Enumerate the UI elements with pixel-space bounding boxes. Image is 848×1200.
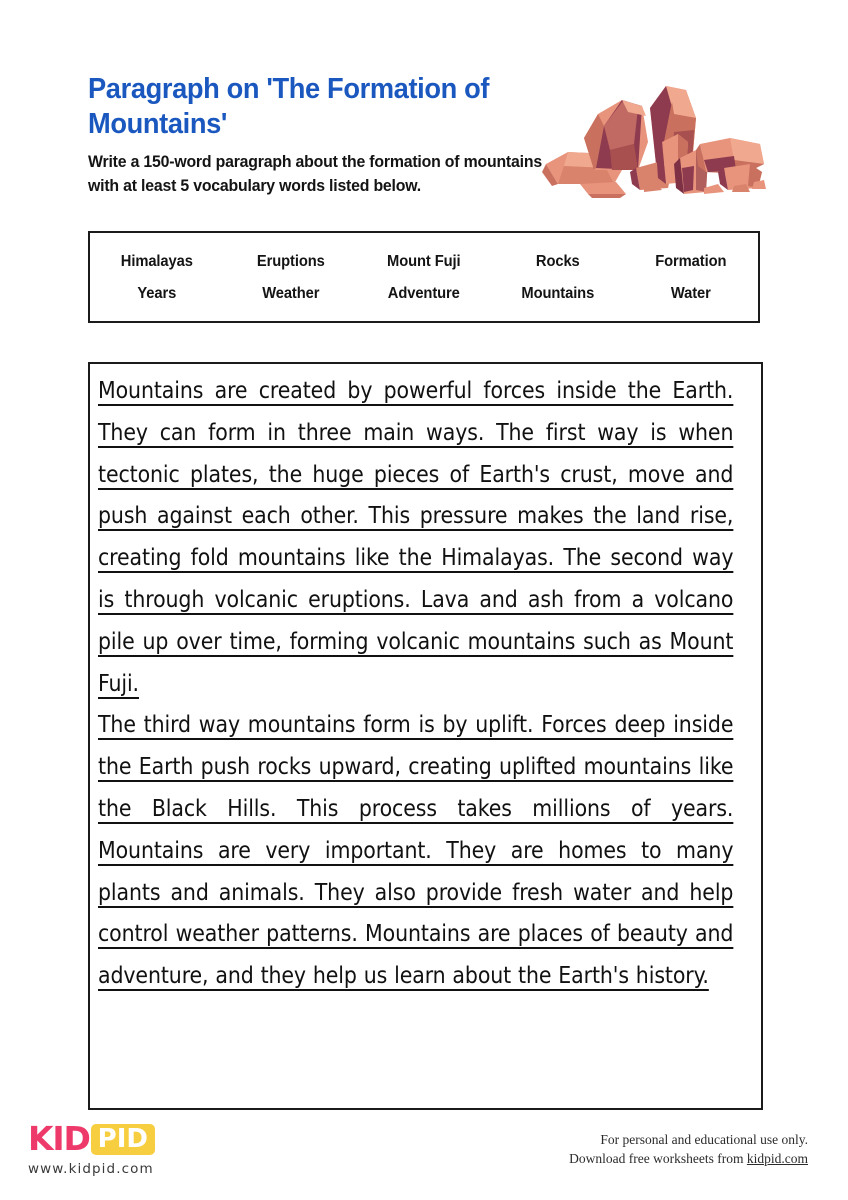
instructions-text: Write a 150-word paragraph about the formation of mountains with at least 5 vocabulary words listed below. <box>88 153 542 195</box>
credit-line-1: For personal and educational use only. <box>600 1132 808 1147</box>
vocabulary-word: Eruptions <box>256 253 325 270</box>
answer-paragraph-2: The third way mountains form is by uplift. Forces deep inside the Earth push rocks upward, creating uplifted mountains like the Black Hills. This process takes millions of years. Mountains are very important. They are homes to many plants and animals. They also provide fresh water and help control weather patterns. Mountains are places of beauty and adventure, and they help us learn about the Earth's history. <box>98 710 734 990</box>
vocabulary-word: Formation <box>655 253 727 270</box>
brand-website-url[interactable]: www.kidpid.com <box>28 1161 154 1177</box>
vocabulary-word: Weather <box>261 285 319 302</box>
usage-credit <box>569 1130 808 1168</box>
vocabulary-word: Rocks <box>535 253 580 270</box>
credit-line-2 <box>569 1149 808 1168</box>
answer-box[interactable] <box>88 362 763 1110</box>
vocabulary-word: Mount Fuji <box>387 253 461 270</box>
logo-text-pid: PID <box>91 1124 155 1155</box>
vocabulary-row-1 <box>90 253 758 271</box>
worksheet-header <box>88 72 760 222</box>
vocabulary-word: Mountains <box>521 285 594 302</box>
vocabulary-row-2 <box>90 285 758 303</box>
vocabulary-box <box>88 231 760 323</box>
vocabulary-word: Adventure <box>387 285 460 302</box>
logo-text-kid: KID <box>28 1119 90 1158</box>
credit-line-2-prefix: Download free worksheets from <box>569 1151 747 1166</box>
answer-paragraph-1: Mountains are created by powerful forces inside the Earth. They can form in three main ways. The first way is when tectonic plates, the huge pieces of Earth's crust, move and push against each other. This pressure makes the land rise, creating fold mountains like the Himalayas. The second way is through volcanic eruptions. Lava and ash from a volcano pile up over time, forming volcanic mountains such as Mount Fuji. <box>98 376 734 697</box>
kidpid-brand[interactable] <box>28 1119 155 1177</box>
kidpid-logo <box>28 1119 155 1158</box>
vocabulary-word: Water <box>671 285 712 302</box>
page-footer <box>0 1118 848 1198</box>
header-text-block <box>88 72 588 198</box>
vocabulary-word: Himalayas <box>120 253 193 270</box>
vocabulary-word: Years <box>137 285 177 302</box>
page-title: Paragraph on 'The Formation of Mountains' <box>88 73 490 140</box>
rock-formation-illustration <box>538 72 768 202</box>
kidpid-link[interactable]: kidpid.com <box>746 1151 808 1166</box>
